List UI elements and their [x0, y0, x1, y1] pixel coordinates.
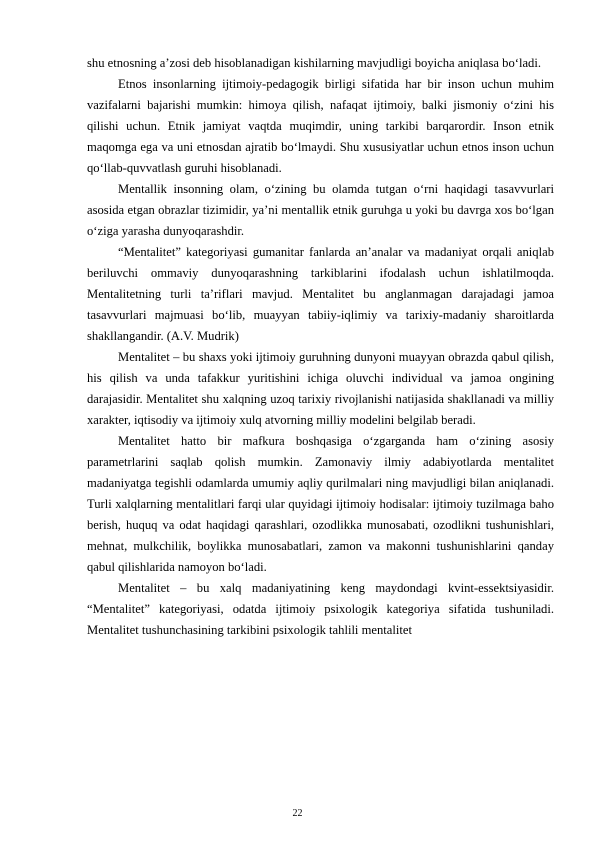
paragraph-etnos: Etnos insonlarning ijtimoiy-pedagogik birligi sifatida har bir inson uchun muhim vazifalarni bajarishi mumkin: himoya qilish, nafaqat ijtimoiy, balki jismoniy o‘zini his qilishi uchun. Etnik jamiyat vaqtda muqimdir, uning tarkibi barqarordir. Inson etnik maqomga ega va uni etnosdan ajratib bo‘lmaydi. Shu xususiyatlar uchun etnos inson uchun qo‘llab-quvvatlash guruhi hisoblanadi.	[87, 77, 554, 175]
body-text	[87, 53, 554, 641]
paragraph-mentalitet-definition: Mentalitet – bu shaxs yoki ijtimoiy guruhning dunyoni muayyan obrazda qabul qilish, his qilish va unda tafakkur yuritishini ichiga oluvchi individual va jamoa ongining darajasidir. Mentalitet shu xalqning uzoq tarixiy rivojlanishi natijasida shakllanadi va milliy xarakter, iqtisodiy va ijtimoiy xulq atvorning milliy modelini belgilab beradi.	[87, 350, 554, 427]
paragraph-mentalitet-culture: Mentalitet – bu xalq madaniyatining keng maydondagi kvint-essektsiyasidir. “Mentalitet” kategoriyasi, odatda ijtimoiy psixologik kategoriya sifatida tushuniladi. Mentalitet tushunchasining tarkibini psixologik tahlili mentalitet	[87, 581, 554, 637]
page-number: 22	[292, 808, 303, 819]
paragraph-mentalitet-category: “Mentalitet” kategoriyasi gumanitar fanlarda an’analar va madaniyat orqali aniqlab beriluvchi ommaviy dunyoqarashning tarkiblarini ifodalash uchun ishlatilmoqda. Mentalitetning turli ta’riflari mavjud. Mentalitet bu anglanmagan darajadagi jamoa tasavvurlari majmuasi bo‘lib, muayyan tabiiy-iqlimiy va tarixiy-madaniy sharoitlarda shakllangandir. (A.V. Mudrik)	[87, 245, 554, 343]
paragraph-mentalitet-parameters: Mentalitet hatto bir mafkura boshqasiga o‘zgarganda ham o‘zining asosiy parametrlarini saqlab qolish mumkin. Zamonaviy ilmiy adabiyotlarda mentalitet madaniyatga tegishli odamlarda umumiy aqliy qurilmalari ning mavjudligi bilan aniqlanadi. Turli xalqlarning mentalitlari farqi ular quyidagi ijtimoiy hodisalar: ijtimoiy tuzilmaga baho berish, huquq va odat haqidagi qarashlari, ozodlikka munosabati, ozodlikni tushunishlari, mehnat, mulkchilik, boylikka munosabatlari, zamon va makonni tushunishlarini qanday qabul qilishlarida namoyon bo‘ladi.	[87, 434, 554, 574]
paragraph-continuation: shu etnosning a’zosi deb hisoblanadigan kishilarning mavjudligi boyicha aniqlasa bo‘ladi.	[87, 56, 541, 70]
paragraph-mentallik: Mentallik insonning olam, o‘zining bu olamda tutgan o‘rni haqidagi tasavvurlari asosida etgan obrazlar tizimidir, ya’ni mentallik etnik guruhga u yoki bu davrga xos bo‘lgan o‘ziga yarasha dunyoqarashdir.	[87, 182, 554, 238]
